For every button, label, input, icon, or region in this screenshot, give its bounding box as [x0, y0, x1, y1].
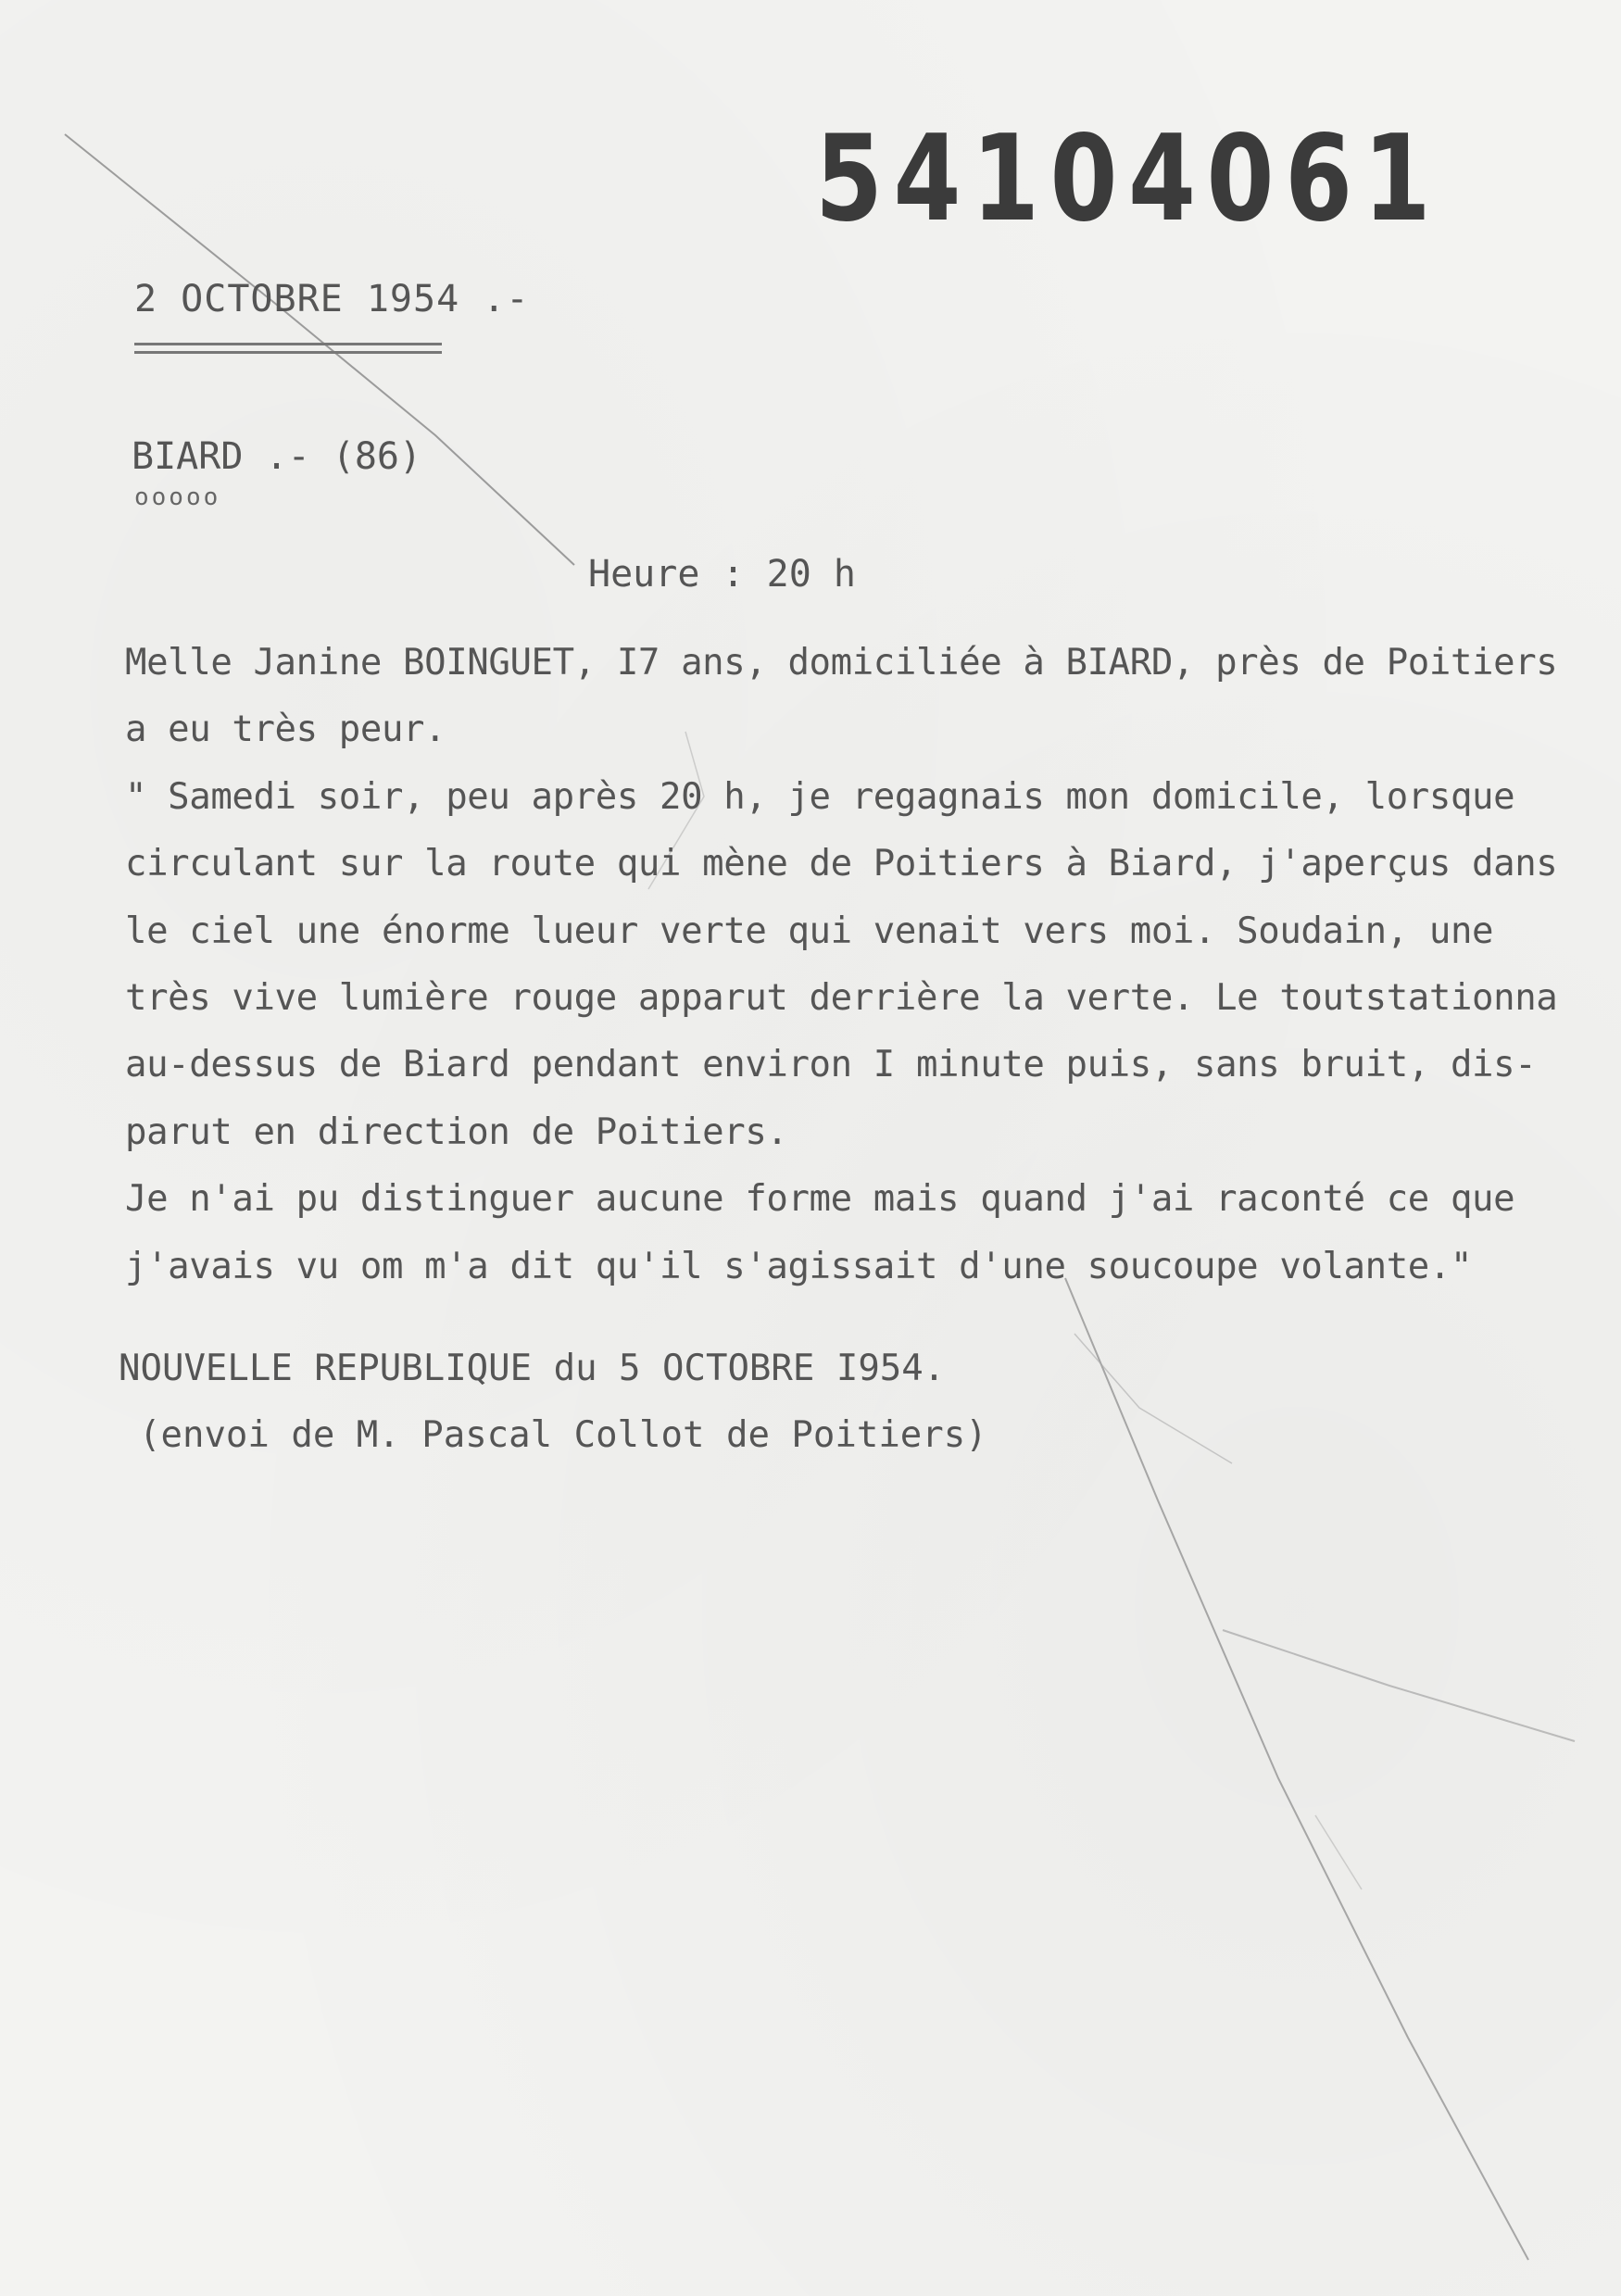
testimony-text [125, 630, 1607, 1300]
sender-credit: (envoi de M. Pascal Collot de Poitiers) [139, 1414, 987, 1456]
event-hour: Heure : 20 h [588, 553, 856, 596]
location-heading: BIARD .- (86) [132, 435, 422, 478]
text-line: Melle Janine BOINGUET, I7 ans, domiciliée à BIARD, près de Poitiers [125, 642, 1558, 684]
text-line: Je n'ai pu distinguer aucune forme mais quand j'ai raconté ce que [125, 1178, 1515, 1221]
reference-number-stamp: 54104061 [815, 110, 1442, 248]
text-line: au-dessus de Biard pendant environ I minute puis, sans bruit, dis- [125, 1044, 1537, 1086]
text-line: " Samedi soir, peu après 20 h, je regagnais mon domicile, lorsque [125, 775, 1515, 818]
text-line: très vive lumière rouge apparut derrière la verte. Le toutstationna [125, 977, 1558, 1020]
text-line: a eu très peur. [125, 709, 446, 751]
document-date: 2 OCTOBRE 1954 .- [134, 278, 530, 320]
text-line: circulant sur la route qui mène de Poitiers à Biard, j'aperçus dans [125, 843, 1558, 885]
text-line: le ciel une énorme lueur verte qui venait vers moi. Soudain, une [125, 910, 1494, 952]
location-underline-circles: ooooo [134, 483, 221, 511]
text-line: parut en direction de Poitiers. [125, 1110, 788, 1153]
date-double-underline [134, 343, 442, 354]
newspaper-source: NOUVELLE REPUBLIQUE du 5 OCTOBRE I954. [119, 1348, 946, 1389]
text-line: j'avais vu om m'a dit qu'il s'agissait d'une soucoupe volante." [125, 1245, 1473, 1287]
